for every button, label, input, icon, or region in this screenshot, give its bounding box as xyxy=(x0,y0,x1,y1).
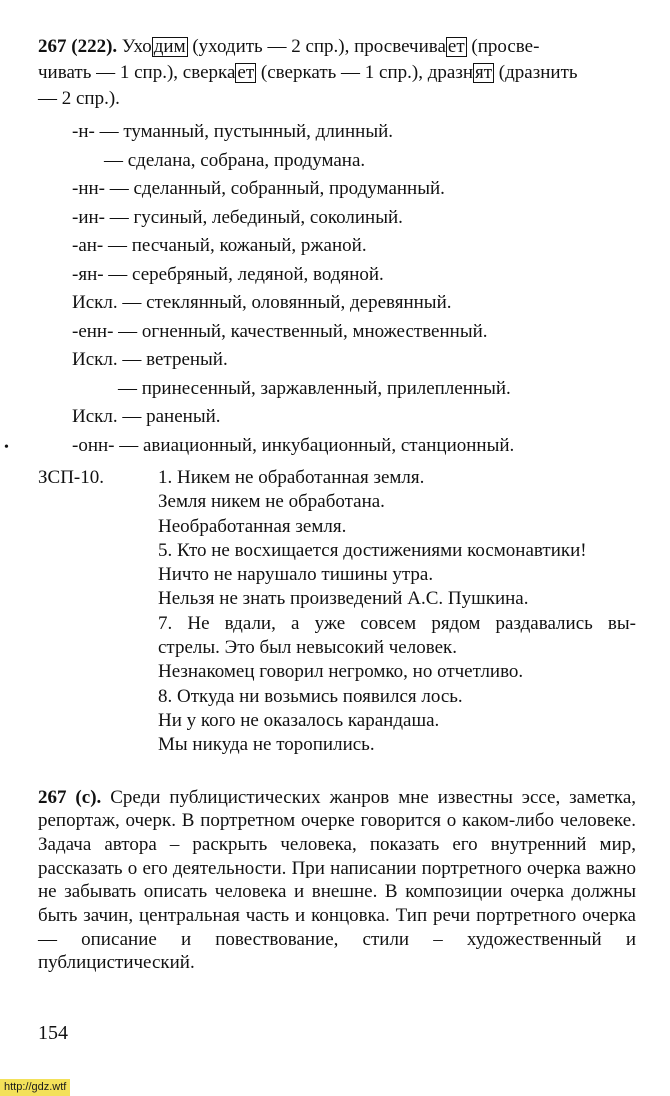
zsp-10-block xyxy=(38,466,636,758)
exercise-number: 267 (с). xyxy=(38,786,102,808)
suffix-line: -нн- — сделанный, собранный, продуманный. xyxy=(72,178,445,199)
suffix-line: -ан- — песчаный, кожаный, ржаной. xyxy=(72,235,367,256)
suffix-line: — сделана, собрана, продумана. xyxy=(104,149,366,171)
suffix-line: Искл. — раненый. xyxy=(72,406,221,427)
bullet-mark: • xyxy=(4,439,9,455)
page-content xyxy=(4,34,636,975)
watermark-link[interactable]: http://gdz.wtf xyxy=(0,1079,70,1096)
zsp-line: Незнакомец говорил негромко, но отчетливо. xyxy=(158,661,524,683)
ending-box: дим xyxy=(153,36,186,57)
text-run: Ухо xyxy=(117,36,152,57)
zsp-line: 7. Не вдали, а уже совсем рядом раздавались вы- xyxy=(158,612,636,634)
ending-box: ет xyxy=(237,62,255,83)
suffix-line: -ин- — гусиный, лебединый, соколиный. xyxy=(72,206,403,228)
zsp-line: Ничто не нарушало тишины утра. xyxy=(158,564,434,586)
suffix-line: -енн- — огненный, качественный, множественный. xyxy=(72,320,488,342)
page-number: 154 xyxy=(38,1022,68,1044)
zsp-line: 1. Никем не обработанная земля. xyxy=(158,467,425,488)
exercise-267-c xyxy=(38,786,636,976)
paragraph-text: Среди публицистических жанров мне известны эссе, заметка, репортаж, очерк. В портретном очерке говорится о каком-либо человеке. Задача автора – раскрыть человека, показать его внутренний мир, рассказать о его деятельности. При написании портретного очерка важно не забывать описать человека и внешне. В композиции очерка должны быть зачин, центральная часть и концовка. Тип речи портретного очерка — описание и повествование, стили – художественный и публицистический. xyxy=(38,786,636,974)
zsp-lines xyxy=(158,466,636,758)
zsp-line: Ни у кого не оказалось карандаша. xyxy=(158,709,440,731)
text-run: (сверкать — 1 спр.), дразн xyxy=(256,62,473,83)
zsp-label: ЗСП-10. xyxy=(38,467,104,488)
suffix-list xyxy=(4,118,636,460)
zsp-line: стрелы. Это был невысокий человек. xyxy=(158,637,457,659)
text-run: (просве- xyxy=(466,36,540,57)
text-run: чивать — 1 спр.), сверка xyxy=(38,62,236,83)
zsp-line: Земля никем не обработана. xyxy=(158,491,385,513)
suffix-line: — принесенный, заржавленный, прилепленный. xyxy=(118,377,511,399)
suffix-line xyxy=(4,432,636,461)
suffix-line: -н- — туманный, пустынный, длинный. xyxy=(72,121,393,142)
zsp-line: Мы никуда не торопились. xyxy=(158,734,375,756)
suffix-line: Искл. — ветреный. xyxy=(72,349,228,370)
zsp-line: 8. Откуда ни возьмись появился лось. xyxy=(158,685,463,707)
exercise-number: 267 (222). xyxy=(38,36,118,57)
zsp-line: Необработанная земля. xyxy=(158,515,347,537)
zsp-line: Нельзя не знать произведений А.С. Пушкина. xyxy=(158,588,529,610)
text-run: -онн- — авиационный, инкубационный, станционный. xyxy=(72,434,515,456)
suffix-line: Искл. — стеклянный, оловянный, деревянный. xyxy=(72,292,452,313)
text-run: (уходить — 2 спр.), просвечива xyxy=(187,36,446,57)
exercise-267-222-intro xyxy=(38,34,636,112)
zsp-line: 5. Кто не восхищается достижениями космонавтики! xyxy=(158,539,587,561)
ending-box: ет xyxy=(447,36,465,57)
text-run: — 2 спр.). xyxy=(38,88,120,109)
text-run: (дразнить xyxy=(494,62,578,83)
exercise-267-c-paragraph xyxy=(38,786,636,976)
ending-box: ят xyxy=(475,62,493,83)
suffix-line: -ян- — серебряный, ледяной, водяной. xyxy=(72,263,384,285)
